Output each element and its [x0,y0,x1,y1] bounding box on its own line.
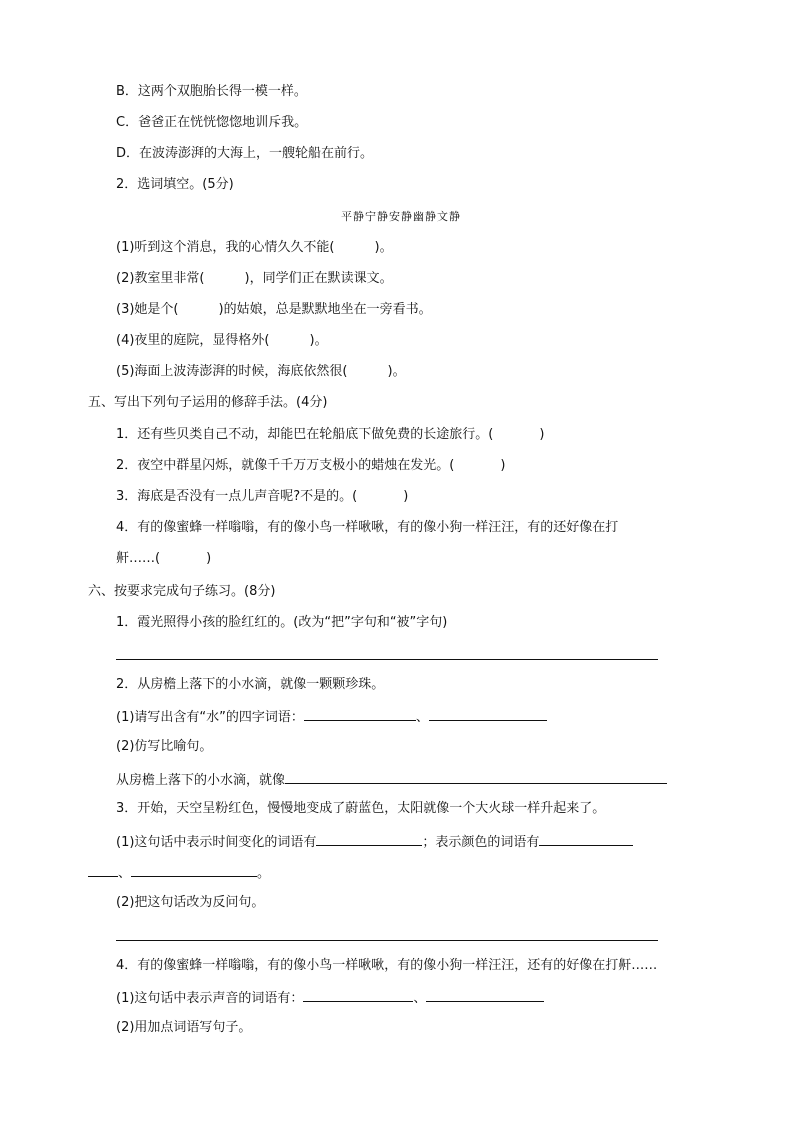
answer-blank[interactable] [426,989,544,1002]
q2-title: 2．选词填空。(5分) [116,177,234,192]
answer-blank[interactable] [304,708,416,721]
s6-q2: 2．从房檐上落下的小水滴，就像一颗颗珍珠。 [116,677,385,692]
q2-item-3: (3)她是个( )的姑娘，总是默默地坐在一旁看书。 [116,302,432,317]
section-6-title: 六、按要求完成句子练习。(8分) [88,584,276,599]
q2-item-2: (2)教室里非常( )，同学们正在默读课文。 [116,271,393,286]
s6-q3-1-cont: 、 。 [88,864,270,882]
answer-line[interactable] [116,659,658,660]
answer-blank[interactable] [131,864,257,877]
s6-q3-2: (2)把这句话改为反问句。 [116,895,265,910]
s6-q4-1: (1)这句话中表示声音的词语有： 、 [116,989,544,1007]
s5-item-4-line-1: 4．有的像蜜蜂一样嗡嗡，有的像小鸟一样啾啾，有的像小狗一样汪汪，有的还好像在打 [116,520,619,535]
answer-blank[interactable] [303,989,413,1002]
option-b: B．这两个双胞胎长得一模一样。 [116,84,307,99]
s5-item-4-line-2: 鼾……( ) [116,551,212,566]
s6-q3-1: (1)这句话中表示时间变化的词语有 ；表示颜色的词语有 [116,833,633,851]
answer-blank[interactable] [285,771,667,784]
q2-item-4: (4)夜里的庭院，显得格外( )。 [116,333,328,348]
s6-q2-2: (2)仿写比喻句。 [116,739,213,754]
q2-item-1: (1)听到这个消息，我的心情久久不能( )。 [116,240,393,255]
answer-blank[interactable] [316,833,422,846]
answer-blank[interactable] [88,864,118,877]
s6-q2-1: (1)请写出含有“水”的四字词语： 、 [116,708,547,726]
s6-q4-2: (2)用加点词语写句子。 [116,1020,252,1035]
s5-item-2: 2．夜空中群星闪烁，就像千千万万支极小的蜡烛在发光。( ) [116,458,506,473]
section-5-title: 五、写出下列句子运用的修辞手法。(4分) [88,395,328,410]
s6-q4: 4．有的像蜜蜂一样嗡嗡，有的像小鸟一样啾啾，有的像小狗一样汪汪，还有的好像在打鼾…… [116,958,658,973]
s6-q1: 1．霞光照得小孩的脸红红的。(改为“把”字句和“被”字句) [116,615,448,630]
s6-q2-2-line: 从房檐上落下的小水滴，就像 [116,771,667,789]
q2-item-5: (5)海面上波涛澎湃的时候，海底依然很( )。 [116,364,406,379]
s5-item-1: 1．还有些贝类自己不动，却能巴在轮船底下做免费的长途旅行。( ) [116,427,545,442]
answer-blank[interactable] [539,833,633,846]
option-c: C．爸爸正在恍恍惚惚地训斥我。 [116,115,308,130]
answer-line[interactable] [116,940,658,941]
word-bank: 平静宁静安静幽静文静 [341,210,461,223]
s5-item-3: 3．海底是否没有一点儿声音呢?不是的。( ) [116,489,409,504]
s6-q3: 3．开始，天空呈粉红色，慢慢地变成了蔚蓝色，太阳就像一个大火球一样升起来了。 [116,801,606,816]
option-d: D．在波涛澎湃的大海上，一艘轮船在前行。 [116,146,374,161]
answer-blank[interactable] [429,708,547,721]
